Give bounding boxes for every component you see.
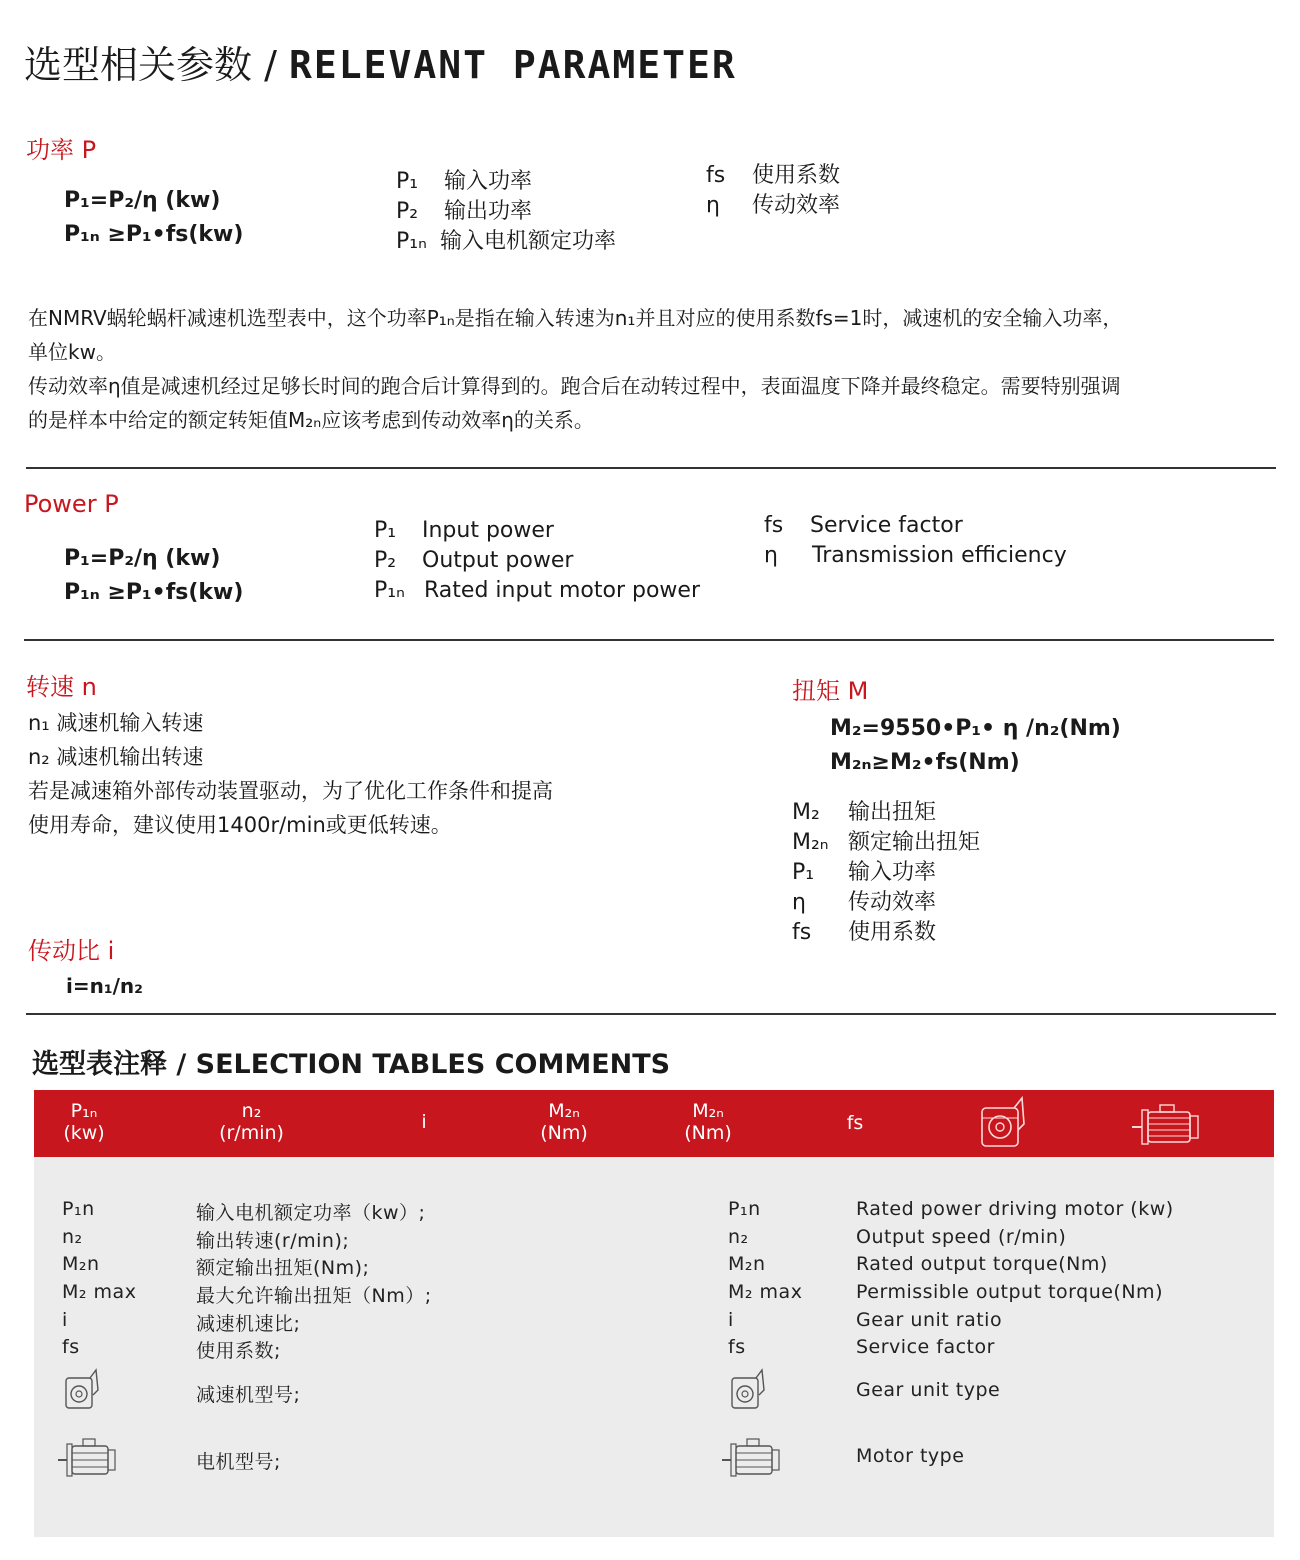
def-text: Transmission efficiency	[812, 543, 1067, 568]
power-en-def-fs	[764, 513, 963, 538]
note-en-text: Motor type	[856, 1445, 965, 1467]
note-en-symbol: fs	[728, 1336, 746, 1358]
speed-line: 使用寿命，建议使用1400r/min或更低转速。	[28, 813, 452, 837]
header-col-bottom: i	[421, 1111, 427, 1133]
paragraph-line: 在NMRV蜗轮蜗杆减速机选型表中，这个功率P₁ₙ是指在输入转速为n₁并且对应的使用系数fs=1时，减速机的安全输入功率，	[28, 306, 1123, 330]
note-en-text: Gear unit type	[856, 1379, 1001, 1401]
header-col-bottom: (kw)	[63, 1122, 105, 1144]
def-text: Rated input motor power	[424, 578, 700, 603]
note-en-text: Rated power driving motor (kw)	[856, 1198, 1174, 1220]
power-cn-def-p2	[396, 194, 532, 225]
power-cn-formula-2: P₁ₙ ≥P₁•fs(kw)	[64, 222, 244, 247]
note-cn-text: 使用系数;	[196, 1340, 281, 1362]
def-symbol: η	[792, 890, 806, 915]
power-en-formula-2: P₁ₙ ≥P₁•fs(kw)	[64, 580, 244, 605]
note-en-text: Service factor	[856, 1336, 995, 1358]
note-cn-symbol: M₂n	[62, 1253, 100, 1275]
ratio-formula: i=n₁/n₂	[66, 974, 143, 998]
speed-line: n₂ 减速机输出转速	[28, 745, 204, 769]
header-col-bottom: (Nm)	[684, 1122, 732, 1144]
power-en-def-eta	[764, 543, 1067, 568]
header-col-n2	[204, 1100, 299, 1144]
paragraph-line: 传动效率η值是减速机经过足够长时间的跑合后计算得到的。跑合后在动转过程中，表面温度下降并最终稳定。需要特别强调	[28, 374, 1121, 398]
divider	[26, 1013, 1276, 1015]
paragraph-line: 单位kw。	[28, 340, 116, 364]
note-cn-text: 输入电机额定功率（kw）;	[196, 1202, 426, 1224]
def-text: 输入电机额定功率	[440, 229, 617, 254]
def-text: 输入功率	[444, 169, 533, 194]
header-col-m2n-2	[668, 1100, 748, 1144]
def-symbol: M₂ₙ	[792, 830, 829, 855]
power-cn-def-eta	[706, 188, 840, 219]
def-symbol: P₁ₙ	[374, 578, 405, 603]
selection-title: 选型表注释 / SELECTION TABLES COMMENTS	[32, 1049, 671, 1080]
divider	[26, 467, 1276, 469]
power-en-heading: Power P	[24, 490, 119, 518]
header-col-bottom: (Nm)	[540, 1122, 588, 1144]
torque-def	[792, 915, 936, 946]
power-cn-def-fs	[706, 158, 840, 189]
header-col-fs	[830, 1112, 880, 1134]
def-symbol: P₂	[374, 548, 397, 573]
note-en-symbol: i	[728, 1309, 734, 1331]
note-cn-symbol: n₂	[62, 1226, 83, 1248]
note-cn-text: 最大允许输出扭矩（Nm）;	[196, 1285, 432, 1307]
def-text: Service factor	[810, 513, 963, 538]
speed-line: 若是减速箱外部传动装置驱动，为了优化工作条件和提高	[28, 779, 553, 803]
def-text: 使用系数	[848, 920, 937, 945]
note-en-text: Output speed (r/min)	[856, 1226, 1067, 1248]
gear-unit-icon	[974, 1094, 1030, 1152]
def-symbol: P₁	[792, 860, 815, 885]
page-title-cn: 选型相关参数 /	[24, 43, 289, 87]
divider	[24, 639, 1274, 641]
def-text: Output power	[422, 548, 574, 573]
header-col-bottom: (r/min)	[219, 1122, 284, 1144]
header-col-m2n	[524, 1100, 604, 1144]
def-text: 传动效率	[752, 193, 841, 218]
note-cn-symbol: M₂ max	[62, 1281, 137, 1303]
power-cn-heading: 功率 P	[26, 136, 97, 164]
selection-header-band	[34, 1090, 1274, 1157]
def-text: 传动效率	[848, 890, 937, 915]
def-text: 输入功率	[848, 860, 937, 885]
gear-unit-icon	[62, 1368, 102, 1414]
note-cn-text: 减速机速比;	[196, 1313, 301, 1335]
speed-line: n₁ 减速机输入转速	[28, 711, 204, 735]
note-en-symbol: P₁n	[728, 1198, 761, 1220]
def-text: 输出功率	[444, 199, 533, 224]
header-col-top: M₂ₙ	[692, 1100, 724, 1122]
note-cn-symbol: P₁n	[62, 1198, 95, 1220]
note-cn-symbol: i	[62, 1309, 68, 1331]
paragraph-line: 的是样本中给定的额定转矩值M₂ₙ应该考虑到传动效率η的关系。	[28, 408, 594, 432]
motor-icon	[56, 1436, 118, 1480]
note-cn-symbol: fs	[62, 1336, 80, 1358]
def-symbol: η	[764, 543, 778, 568]
power-en-def-p1n	[374, 578, 700, 603]
def-symbol: fs	[706, 163, 726, 188]
def-text: Input power	[422, 518, 554, 543]
def-text: 额定输出扭矩	[848, 830, 981, 855]
def-symbol: M₂	[792, 800, 820, 825]
speed-heading: 转速 n	[26, 673, 97, 701]
def-symbol: fs	[792, 920, 812, 945]
note-en-symbol: M₂n	[728, 1253, 766, 1275]
note-en-symbol: n₂	[728, 1226, 749, 1248]
header-col-top: n₂	[241, 1100, 262, 1122]
motor-icon	[1130, 1102, 1202, 1148]
note-cn-text: 输出转速(r/min);	[196, 1230, 350, 1252]
torque-def	[792, 885, 936, 916]
header-col-top: P₁ₙ	[70, 1100, 98, 1122]
def-symbol: P₁ₙ	[396, 229, 427, 254]
page-title-en: RELEVANT PARAMETER	[288, 43, 737, 87]
note-cn-text: 额定输出扭矩(Nm);	[196, 1257, 370, 1279]
def-text: 输出扭矩	[848, 800, 937, 825]
header-col-p1n	[44, 1100, 124, 1144]
page-title	[24, 34, 737, 89]
gear-unit-icon	[728, 1368, 768, 1414]
torque-def	[792, 795, 936, 826]
power-en-formula-1: P₁=P₂/η (kw)	[64, 546, 221, 571]
def-text: 使用系数	[752, 163, 841, 188]
header-col-i	[404, 1111, 444, 1133]
torque-def	[792, 825, 980, 856]
note-cn-text: 减速机型号;	[196, 1384, 301, 1406]
note-en-text: Gear unit ratio	[856, 1309, 1003, 1331]
note-en-text: Rated output torque(Nm)	[856, 1253, 1108, 1275]
power-en-def-p1	[374, 518, 554, 543]
power-cn-def-p1	[396, 164, 532, 195]
note-en-symbol: M₂ max	[728, 1281, 803, 1303]
note-en-text: Permissible output torque(Nm)	[856, 1281, 1163, 1303]
power-cn-def-p1n	[396, 224, 616, 255]
def-symbol: P₁	[374, 518, 397, 543]
def-symbol: η	[706, 193, 720, 218]
power-cn-formula-1: P₁=P₂/η (kw)	[64, 188, 221, 213]
note-cn-text: 电机型号;	[196, 1451, 281, 1473]
header-col-bottom: fs	[846, 1112, 864, 1134]
torque-def	[792, 855, 936, 886]
power-cn-paragraph	[28, 301, 1278, 437]
def-symbol: P₁	[396, 169, 419, 194]
motor-icon	[720, 1436, 782, 1480]
torque-formula-2: M₂ₙ≥M₂•fs(Nm)	[830, 750, 1020, 775]
torque-formula-1: M₂=9550•P₁• η /n₂(Nm)	[830, 716, 1121, 741]
torque-heading: 扭矩 M	[792, 677, 869, 705]
def-symbol: fs	[764, 513, 784, 538]
header-col-top: M₂ₙ	[548, 1100, 580, 1122]
power-en-def-p2	[374, 548, 573, 573]
def-symbol: P₂	[396, 199, 419, 224]
ratio-heading: 传动比 i	[28, 937, 115, 965]
